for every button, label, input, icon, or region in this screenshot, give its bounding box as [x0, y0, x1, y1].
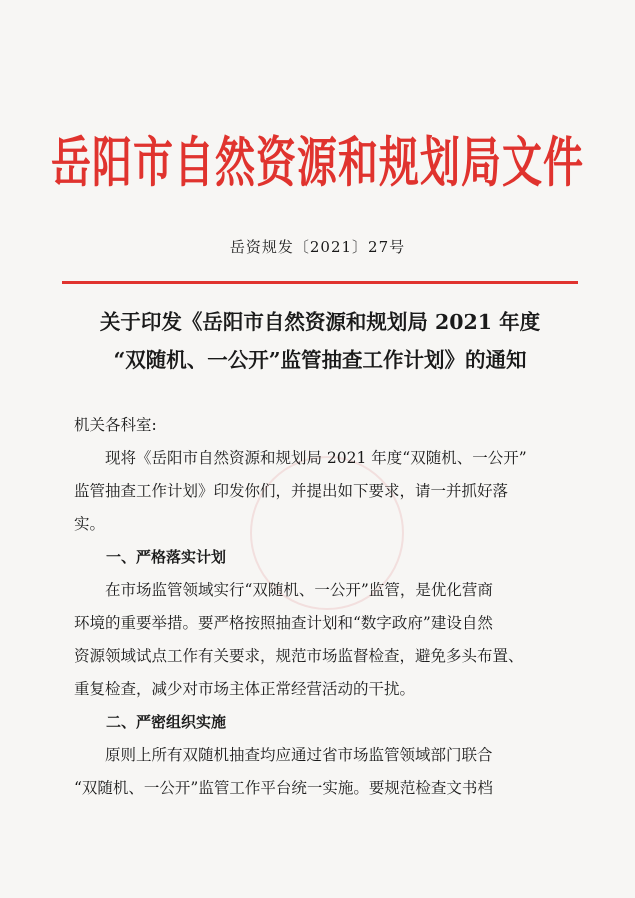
- agency-title: 岳阳市自然资源和规划局文件: [51, 132, 584, 195]
- paragraph-section-1: [74, 574, 566, 706]
- paragraph-line: 现将《岳阳市自然资源和规划局 2021 年度“双随机、一公开”: [105, 449, 527, 467]
- paragraph-line: 实。: [74, 515, 106, 533]
- paragraph-intro: [74, 442, 566, 541]
- notice-title-line-2: “双随机、一公开”监管抽查工作计划》的通知: [113, 348, 527, 372]
- paragraph-line: “双随机、一公开”监管工作平台统一实施。要规范检查文书档: [74, 779, 493, 797]
- salutation: 机关各科室:: [74, 416, 157, 434]
- paragraph-line: 监管抽查工作计划》印发你们，并提出如下要求，请一并抓好落: [74, 482, 509, 500]
- section-heading-1: 一、严格落实计划: [106, 548, 227, 566]
- section-heading-2: 二、严密组织实施: [106, 713, 227, 731]
- paragraph-line: 环境的重要举措。要严格按照抽查计划和“数字政府”建设自然: [74, 614, 493, 632]
- notice-title: [60, 303, 580, 379]
- paragraph-section-2: [74, 739, 566, 805]
- paragraph-line: 原则上所有双随机抽查均应通过省市场监管领域部门联合: [105, 746, 493, 764]
- paragraph-line: 资源领域试点工作有关要求，规范市场监督检查，避免多头布置、: [74, 647, 524, 665]
- notice-title-line-1: 关于印发《岳阳市自然资源和规划局 2021 年度: [99, 310, 541, 334]
- paragraph-line: 重复检查，减少对市场主体正常经营活动的干扰。: [74, 680, 416, 698]
- paragraph-line: 在市场监管领域实行“双随机、一公开”监管，是优化营商: [105, 581, 493, 599]
- red-divider-line: [62, 281, 578, 284]
- document-number: 岳资规发〔2021〕27号: [229, 238, 406, 256]
